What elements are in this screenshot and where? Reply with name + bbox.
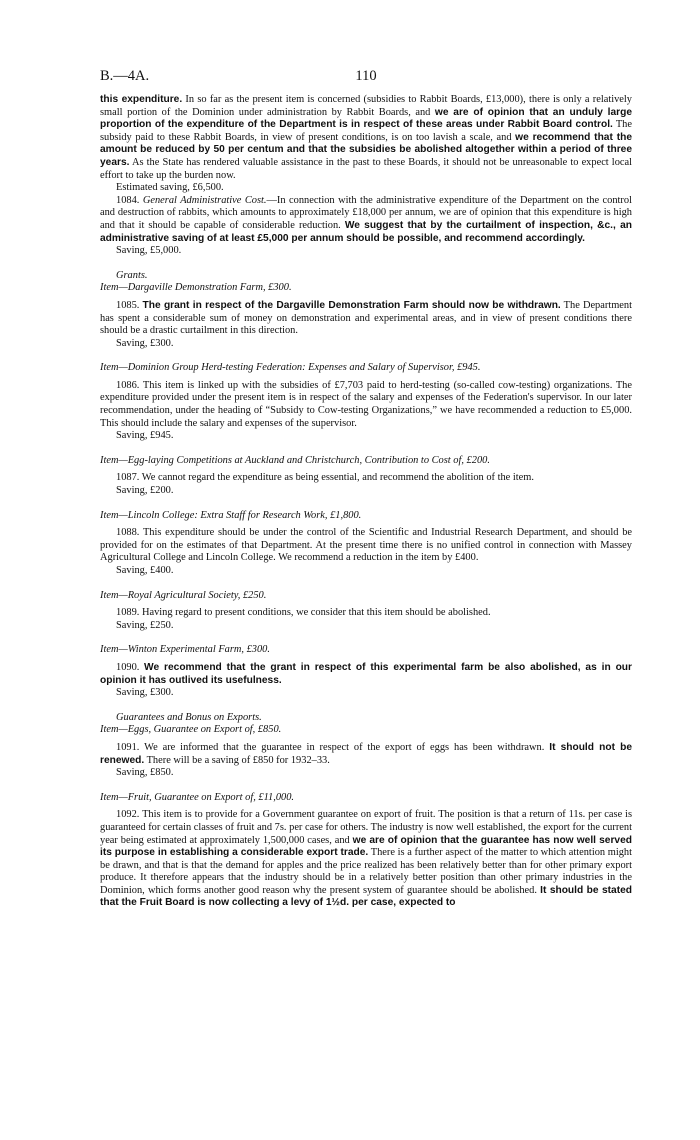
item-heading-1091: Item—Eggs, Guarantee on Export of, £850. (100, 724, 282, 736)
paragraph-1084 (100, 195, 632, 245)
paragraph-1083-continued (100, 94, 632, 182)
bold-text-run: we recommend that the amount be reduced by 50 per centum and that the subsidies be abolished altogether within a period of three years. (100, 131, 632, 168)
item-heading-1085: Item—Dargaville Demonstration Farm, £300. (100, 282, 292, 294)
text-run: 1087. We cannot regard the expenditure as being essential, and recommend the abolition of the item. (116, 472, 534, 484)
text-run: 1084. (116, 194, 143, 206)
saving-line: Saving, £5,000. (116, 245, 182, 257)
saving-line: Saving, £250. (116, 619, 174, 631)
item-heading-1092: Item—Fruit, Guarantee on Export of, £11,000. (100, 791, 295, 803)
bold-text-run: we are of opinion that an unduly large proportion of the expenditure of the Department is in respect of these areas under Rabbit Board control. (100, 106, 632, 131)
saving-line: Saving, £200. (116, 485, 174, 497)
italic-text-run: General Administrative Cost. (142, 194, 267, 206)
text-run: There is a further aspect of the matter to which attention might be drawn, and that is that the demand for apples and the price realized has been relatively better than for other primary export produce. It therefore appears that the industry should be in a relatively better position than other primary industries in the Dominion, which forms another good reason why the present system of guarantee should be abolished. (100, 847, 633, 896)
saving-line: Saving, £850. (116, 767, 174, 779)
paragraph-1087 (100, 472, 632, 485)
bold-text-run: we are of opinion that the guarantee has now well served its purpose in establishing a considerable export trade. (100, 834, 632, 859)
text-run: As the State has rendered valuable assistance in the past to these Boards, it should not be unreasonable to expect local effort to take up the burden now. (100, 156, 632, 181)
item-heading-1089: Item—Royal Agricultural Society, £250. (100, 589, 267, 601)
bold-text-run: The grant in respect of the Dargaville Demonstration Farm should now be withdrawn. (142, 299, 561, 311)
bold-text-run: It should not be renewed. (100, 741, 632, 766)
paragraph-1086 (100, 380, 632, 430)
text-run: 1089. Having regard to present conditions, we consider that this item should be abolished. (116, 607, 491, 619)
item-heading-1087: Item—Egg-laying Competitions at Auckland and Christchurch, Contribution to Cost of, £200. (100, 454, 490, 466)
saving-line: Saving, £300. (116, 687, 174, 699)
text-run: The Department has spent a considerable sum of money on demonstration and experimental areas, and in view of present conditions there should be a drastic curtailment in this direction. (100, 299, 632, 337)
text-run: 1092. This item is to provide for a Government guarantee on export of fruit. The position is that a return of 11s. per case is guaranteed for certain classes of fruit and 7s. per case for others. The industry is now well established, the export for the current year being estimated at approximately 1,500,000 cases, and (100, 809, 632, 846)
text-run: There will be a saving of £850 for 1932–33. (144, 754, 330, 766)
text-run: 1085. (116, 299, 143, 311)
page-number: 110 (355, 68, 377, 84)
bold-text-run: We suggest that by the curtailment of inspection, &c., an administrative saving of at least £5,000 per annum should be possible, and recommend accordingly. (100, 219, 632, 244)
saving-line: Saving, £300. (116, 337, 174, 349)
document-code: B.—4A. (100, 68, 150, 84)
saving-line: Saving, £945. (116, 430, 174, 442)
text-run: 1086. This item is linked up with the subsidies of £7,703 paid to herd-testing (so-called cow-testing) organizations. The expenditure provided under the present item is in respect of the salary and expenses of the Federation's supervisor. In our later recommendation, under the heading of “Subsidy to Cow-testing Organizations,” we have recommended a reduction to £5,000. This should include the salary and expenses of the supervisor. (100, 379, 632, 429)
bold-text-run: It should be stated that the Fruit Board is now collecting a levy of 1½d. per case, expected to (100, 884, 632, 909)
paragraph-1092 (100, 809, 632, 910)
section-heading-grants: Grants. (116, 269, 148, 281)
saving-line: Estimated saving, £6,500. (116, 182, 224, 194)
text-run: The subsidy paid to these Rabbit Boards, in view of present conditions, is on too lavish a scale, and (100, 119, 632, 143)
bold-text-run: this expenditure. (100, 94, 183, 105)
document-page (100, 68, 632, 910)
text-run: 1091. We are informed that the guarantee in respect of the export of eggs has been withdrawn. (116, 741, 550, 753)
text-run: —In connection with the administrative expenditure of the Department on the control and destruction of rabbits, which amounts to approximately £18,000 per annum, we are of opinion that this expenditure is high and that it should be capable of considerable reduction. (100, 194, 632, 231)
item-heading-1088: Item—Lincoln College: Extra Staff for Research Work, £1,800. (100, 509, 362, 521)
section-heading-guarantees: Guarantees and Bonus on Exports. (116, 711, 262, 723)
saving-line: Saving, £400. (116, 565, 174, 576)
item-heading-1090: Item—Winton Experimental Farm, £300. (100, 644, 270, 656)
item-heading-1086: Item—Dominion Group Herd-testing Federation: Expenses and Salary of Supervisor, £945. (100, 362, 481, 374)
paragraph-1088 (100, 527, 632, 565)
text-run: 1088. This expenditure should be under the control of the Scientific and Industrial Research Department, and should be provided for on the estimates of that Department. At the present time there is no unified control in connection with Massey Agricultural College and Lincoln College. We recommend a reduction in the item by £400. (100, 527, 632, 564)
paragraph-1091 (100, 742, 632, 767)
bold-text-run: We recommend that the grant in respect of this experimental farm be also abolished, as in our opinion it has outlived its usefulness. (100, 661, 632, 686)
text-run: 1090. (116, 661, 145, 673)
paragraph-1085 (100, 300, 632, 338)
paragraph-1090 (100, 662, 632, 687)
text-run: In so far as the present item is concerned (subsidies to Rabbit Boards, £13,000), there is only a relatively small portion of the Dominion under administration by Rabbit Boards, and (100, 94, 633, 118)
page-header (100, 68, 632, 94)
paragraph-1089 (100, 607, 632, 620)
